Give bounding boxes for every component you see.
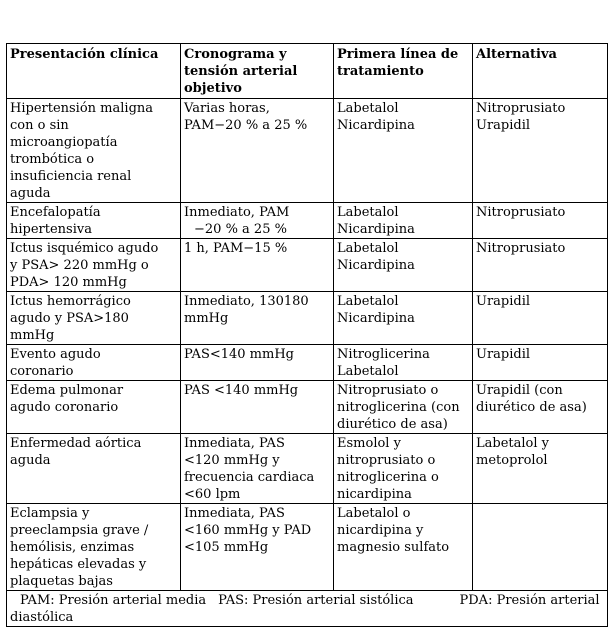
- cell-line: y PSA> 220 mmHg o: [10, 258, 149, 273]
- abbreviations-footnote: [7, 591, 608, 627]
- cell-primera-linea: [334, 99, 473, 203]
- cell-presentacion: [7, 292, 181, 345]
- cell-line: Nitroglicerina: [337, 347, 430, 362]
- cell-line: Presentación clínica: [10, 47, 159, 62]
- cell-line: nitroglicerina (con: [337, 400, 460, 415]
- cell-presentacion: [7, 239, 181, 292]
- cell-line: hipertensiva: [10, 222, 92, 237]
- cell-cronograma: [181, 381, 334, 434]
- footnote-pam: PAM: Presión arterial media: [20, 593, 207, 608]
- cell-line: aguda: [10, 186, 51, 201]
- cell-presentacion: [7, 504, 181, 591]
- cell-alternativa: [473, 434, 608, 504]
- cell-line: <105 mmHg: [184, 540, 269, 555]
- cell-line: PDA> 120 mmHg: [10, 275, 127, 290]
- cell-line: Urapidil: [476, 347, 531, 362]
- footnote-pda: PDA: Presión arterial: [459, 593, 600, 608]
- cell-alternativa: [473, 239, 608, 292]
- cell-line: Inmediato, 130180: [184, 294, 309, 309]
- cell-line: Labetalol: [337, 205, 399, 220]
- cell-line: agudo y PSA>180: [10, 311, 129, 326]
- cell-line: <160 mmHg y PAD: [184, 523, 312, 538]
- cell-line: Inmediato, PAM: [184, 205, 290, 220]
- cell-line: Inmediata, PAS: [184, 506, 285, 521]
- table-row: [7, 292, 608, 345]
- cell-line: PAM−20 % a 25 %: [184, 118, 308, 133]
- cell-alternativa: [473, 345, 608, 381]
- table-row: [7, 239, 608, 292]
- cell-line: Inmediata, PAS: [184, 436, 285, 451]
- cell-line: Urapidil (con: [476, 383, 563, 398]
- cell-primera-linea: [334, 434, 473, 504]
- cell-line: diurético de asa): [337, 417, 448, 432]
- cell-cronograma: [181, 239, 334, 292]
- cell-presentacion: [7, 203, 181, 239]
- cell-cronograma: [181, 504, 334, 591]
- cell-line: PAS <140 mmHg: [184, 383, 299, 398]
- cell-line: PAS<140 mmHg: [184, 347, 294, 362]
- header-row: [7, 44, 608, 99]
- footnote-pda-continued: diastólica: [10, 610, 74, 625]
- header-alternativa: [473, 44, 608, 99]
- table-row: [7, 345, 608, 381]
- cell-line: objetivo: [184, 81, 242, 96]
- cell-presentacion: [7, 99, 181, 203]
- cell-line: Urapidil: [476, 294, 531, 309]
- cell-line: con o sin: [10, 118, 69, 133]
- cell-line: Nicardipina: [337, 311, 415, 326]
- cell-line: coronario: [10, 364, 74, 379]
- cell-alternativa: [473, 504, 608, 591]
- table-row: [7, 504, 608, 591]
- cell-line: mmHg: [184, 311, 229, 326]
- cell-primera-linea: [334, 203, 473, 239]
- cell-line: Nitroprusiato: [476, 205, 566, 220]
- cell-line: Nicardipina: [337, 222, 415, 237]
- cell-line: Labetalol y: [476, 436, 549, 451]
- cell-primera-linea: [334, 381, 473, 434]
- cell-line: microangiopatía: [10, 135, 118, 150]
- cell-cronograma: [181, 292, 334, 345]
- cell-line: diurético de asa): [476, 400, 587, 415]
- cell-line: Urapidil: [476, 118, 531, 133]
- cell-cronograma: [181, 203, 334, 239]
- cell-cronograma: [181, 345, 334, 381]
- cell-line: Primera línea de: [337, 47, 459, 62]
- cell-cronograma: [181, 99, 334, 203]
- cell-line: nitroprusiato o: [337, 453, 436, 468]
- table-row: [7, 434, 608, 504]
- cell-line: Hipertensión maligna: [10, 101, 154, 116]
- cell-line: Esmolol y: [337, 436, 401, 451]
- cell-line: Nicardipina: [337, 118, 415, 133]
- cell-line: Varias horas,: [184, 101, 270, 116]
- table-row: [7, 203, 608, 239]
- cell-line: agudo coronario: [10, 400, 119, 415]
- cell-line: −20 % a 25 %: [194, 222, 287, 237]
- header-cronograma: [181, 44, 334, 99]
- footnote-pas: PAS: Presión arterial sistólica: [218, 593, 414, 608]
- cell-line: nitroglicerina o: [337, 470, 439, 485]
- cell-line: Labetalol o: [337, 506, 411, 521]
- cell-line: insuficiencia renal: [10, 169, 132, 184]
- cell-line: Alternativa: [476, 47, 557, 62]
- cell-cronograma: [181, 434, 334, 504]
- cell-line: Nitroprusiato o: [337, 383, 439, 398]
- cell-line: 1 h, PAM−15 %: [184, 241, 288, 256]
- cell-line: Ictus isquémico agudo: [10, 241, 159, 256]
- cell-line: Eclampsia y: [10, 506, 90, 521]
- cell-line: Labetalol: [337, 294, 399, 309]
- cell-line: frecuencia cardiaca: [184, 470, 315, 485]
- cell-line: Labetalol: [337, 241, 399, 256]
- cell-line: <120 mmHg y: [184, 453, 280, 468]
- cell-alternativa: [473, 203, 608, 239]
- cell-line: Evento agudo: [10, 347, 101, 362]
- cell-primera-linea: [334, 504, 473, 591]
- cell-line: tratamiento: [337, 64, 424, 79]
- cell-line: Ictus hemorrágico: [10, 294, 131, 309]
- cell-primera-linea: [334, 345, 473, 381]
- cell-line: preeclampsia grave /: [10, 523, 149, 538]
- cell-line: nicardipina: [337, 487, 412, 502]
- cell-line: aguda: [10, 453, 51, 468]
- hypertensive-emergency-table: [6, 43, 608, 627]
- cell-line: trombótica o: [10, 152, 95, 167]
- cell-primera-linea: [334, 292, 473, 345]
- cell-line: metoprolol: [476, 453, 548, 468]
- header-primera-linea: [334, 44, 473, 99]
- cell-line: hemólisis, enzimas: [10, 540, 135, 555]
- cell-line: Cronograma y: [184, 47, 287, 62]
- cell-line: nicardipina y: [337, 523, 424, 538]
- cell-alternativa: [473, 99, 608, 203]
- cell-line: <60 lpm: [184, 487, 241, 502]
- footer-row: [7, 591, 608, 627]
- table-row: [7, 99, 608, 203]
- cell-presentacion: [7, 345, 181, 381]
- cell-line: Enfermedad aórtica: [10, 436, 142, 451]
- cell-alternativa: [473, 292, 608, 345]
- cell-primera-linea: [334, 239, 473, 292]
- cell-presentacion: [7, 381, 181, 434]
- cell-alternativa: [473, 381, 608, 434]
- table-row: [7, 381, 608, 434]
- cell-line: Labetalol: [337, 364, 399, 379]
- cell-line: tensión arterial: [184, 64, 298, 79]
- cell-line: magnesio sulfato: [337, 540, 450, 555]
- cell-line: hepáticas elevadas y: [10, 557, 147, 572]
- header-presentacion: [7, 44, 181, 99]
- cell-line: Edema pulmonar: [10, 383, 124, 398]
- cell-line: Nitroprusiato: [476, 101, 566, 116]
- cell-line: Labetalol: [337, 101, 399, 116]
- cell-presentacion: [7, 434, 181, 504]
- cell-line: mmHg: [10, 328, 55, 343]
- cell-line: Nicardipina: [337, 258, 415, 273]
- cell-line: Encefalopatía: [10, 205, 101, 220]
- cell-line: plaquetas bajas: [10, 574, 113, 589]
- cell-line: Nitroprusiato: [476, 241, 566, 256]
